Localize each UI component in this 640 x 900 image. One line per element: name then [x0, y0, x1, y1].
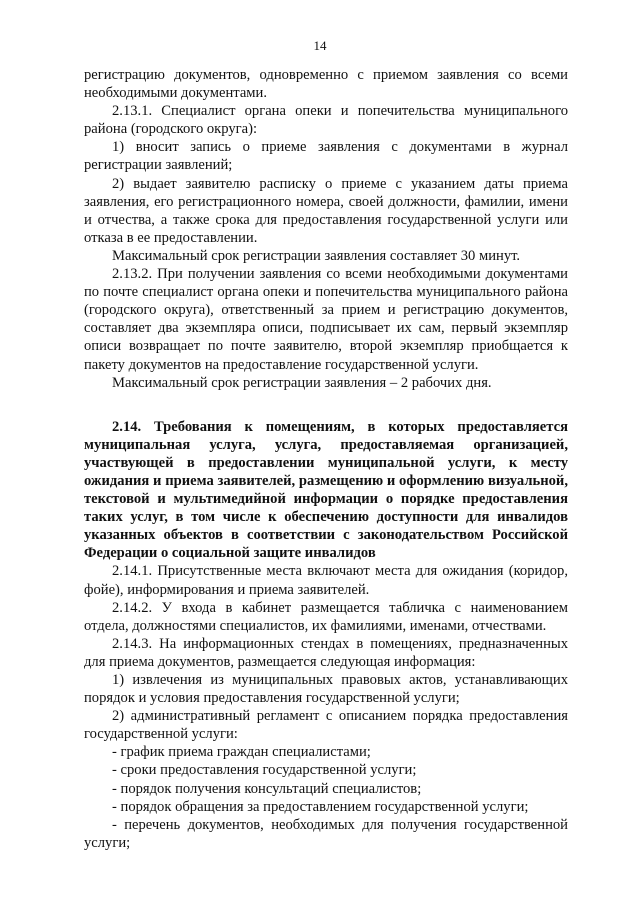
bullet-item: - перечень документов, необходимых для получения государственной услуги;: [84, 816, 568, 851]
paragraph: 2.14.1. Присутственные места включают места для ожидания (коридор, фойе), информирования и приема заявителей.: [84, 563, 568, 598]
paragraph: Максимальный срок регистрации заявления составляет 30 минут.: [112, 247, 521, 264]
paragraph: Максимальный срок регистрации заявления – 2 рабочих дня.: [112, 374, 492, 391]
list-item: 2) административный регламент с описанием порядка предоставления государственной услуги:: [84, 708, 568, 743]
paragraph: 2.13.1. Специалист органа опеки и попечительства муниципального района (городского округа):: [84, 103, 568, 138]
paragraph: 2.13.2. При получении заявления со всеми необходимыми документами по почте специалист органа опеки и попечительства муниципального района (городского округа), ответственный за прием и регистрацию документов, составляет два экземпляра описи, подписывает их сам, первый экземпляр описи возвращает по почте заявителю, второй экземпляр приобщается к пакету документов на предоставление государственной услуги.: [84, 266, 568, 373]
bullet-item: - порядок обращения за предоставлением государственной услуги;: [112, 798, 529, 815]
bullet-item: - сроки предоставления государственной услуги;: [112, 762, 417, 779]
list-item: 2) выдает заявителю расписку о приеме с указанием даты приема заявления, его регистрационного номера, своей должности, фамилии, имени и отчества, а также срока для предоставления государственной услуги или отказа в ее предоставлении.: [84, 175, 568, 246]
list-item: 1) извлечения из муниципальных правовых актов, устанавливающих порядок и условия предоставления государственной услуги;: [84, 672, 568, 707]
paragraph: 2.14.2. У входа в кабинет размещается табличка с наименованием отдела, должностями специалистов, их фамилиями, именами, отчествами.: [84, 599, 568, 634]
page-number: 14: [313, 38, 327, 53]
section-heading: 2.14. Требования к помещениям, в которых предоставляется муниципальная услуга, услуга, предоставляемая организацией, участвующей в предоставлении муниципальной услуги, к месту ожидания и приема заявителей, размещению и оформлению визуальной, текстовой и мультимедийной информации о порядке предоставления таких услуг, в том числе к обеспечению доступности для инвалидов указанных объектов в соответствии с законодательством Российской Федерации о социальной защите инвалидов: [84, 418, 568, 562]
list-item: 1) вносит запись о приеме заявления с документами в журнал регистрации заявлений;: [84, 139, 568, 174]
paragraph: 2.14.3. На информационных стендах в помещениях, предназначенных для приема документов, размещается следующая информация:: [84, 635, 568, 670]
document-body: [84, 66, 568, 852]
bullet-item: - график приема граждан специалистами;: [112, 744, 371, 761]
bullet-item: - порядок получения консультаций специалистов;: [112, 780, 422, 797]
paragraph: регистрацию документов, одновременно с приемом заявления со всеми необходимыми документами.: [84, 67, 568, 102]
section-spacer: [84, 392, 568, 418]
